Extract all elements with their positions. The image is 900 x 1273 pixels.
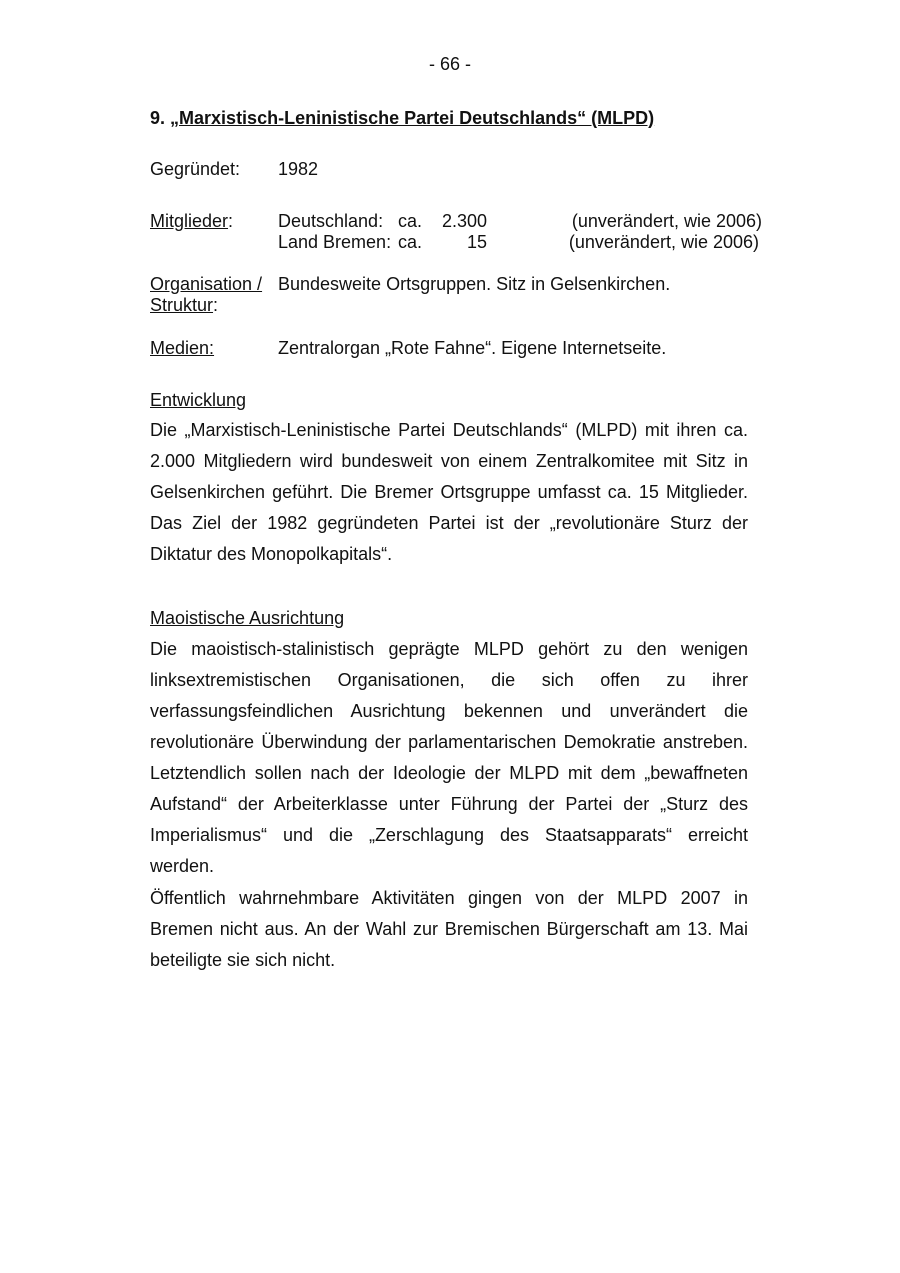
page-number: - 66 - <box>428 54 471 74</box>
media-label <box>150 338 214 359</box>
development-title: Entwicklung <box>150 390 247 410</box>
members-approx: ca. <box>398 232 423 252</box>
members-label-colon: : <box>228 211 234 231</box>
members-count: 15 <box>466 232 487 252</box>
development-paragraph: Die „Marxistisch-Leninistische Partei Deutschlands“ (MLPD) mit ihren ca. 2.000 Mitgliedern wird bundesweit von einem Zentralkomitee mit Sitz in Gelsenkirchen geführt. Die Bremer Ortsgruppe umfasst ca. 15 Mitglieder. Das Ziel der 1982 gegründeten Partei ist der „revolutionäre Sturz der Diktatur des Monopolkapitals“. <box>150 420 748 564</box>
organisation-label-colon: : <box>213 295 219 315</box>
members-row-germany <box>278 211 762 232</box>
founded-value: 1982 <box>278 159 319 179</box>
activities-paragraph: Öffentlich wahrnehmbare Aktivitäten gingen von der MLPD 2007 in Bremen nicht aus. An der Wahl zur Bremischen Bürgerschaft am 13. Mai beteiligte sie sich nicht. <box>150 888 748 970</box>
members-approx: ca. <box>398 211 423 231</box>
members-label-text: Mitglieder <box>150 211 229 231</box>
members-region: Deutschland: <box>278 211 384 231</box>
media-value: Zentralorgan „Rote Fahne“. Eigene Internetseite. <box>278 338 667 358</box>
founded-label: Gegründet: <box>150 159 241 179</box>
members-note: (unverändert, wie 2006) <box>568 232 759 252</box>
members-label <box>150 211 233 232</box>
maoist-title: Maoistische Ausrichtung <box>150 608 345 628</box>
maoist-paragraph: Die maoistisch-stalinistisch geprägte MLPD gehört zu den wenigen linksextremistischen Organisationen, die sich offen zu ihrer verfassungsfeindlichen Ausrichtung bekennen und unverändert die revolutionäre Überwindung der parlamentarischen Demokratie anstreben. Letztendlich sollen nach der Ideologie der MLPD mit dem „bewaffneten Aufstand“ der Arbeiterklasse unter Führung der Partei der „Sturz des Imperialismus“ und die „Zerschlagung des Staatsapparats“ erreicht werden. <box>150 639 748 876</box>
section-heading <box>150 106 654 130</box>
organisation-label-line1: Organisation / <box>150 274 263 294</box>
organisation-label <box>150 274 262 316</box>
heading-number: 9. <box>150 108 166 128</box>
media-label-text: Medien: <box>150 338 215 358</box>
organisation-label-line2: Struktur <box>150 295 214 315</box>
members-note: (unverändert, wie 2006) <box>571 211 762 231</box>
members-region: Land Bremen: <box>278 232 392 252</box>
members-row-bremen <box>278 232 762 253</box>
organisation-value: Bundesweite Ortsgruppen. Sitz in Gelsenkirchen. <box>278 274 671 294</box>
heading-title: „Marxistisch-Leninistische Partei Deutschlands“ (MLPD) <box>170 108 655 128</box>
members-count: 2.300 <box>441 211 487 231</box>
